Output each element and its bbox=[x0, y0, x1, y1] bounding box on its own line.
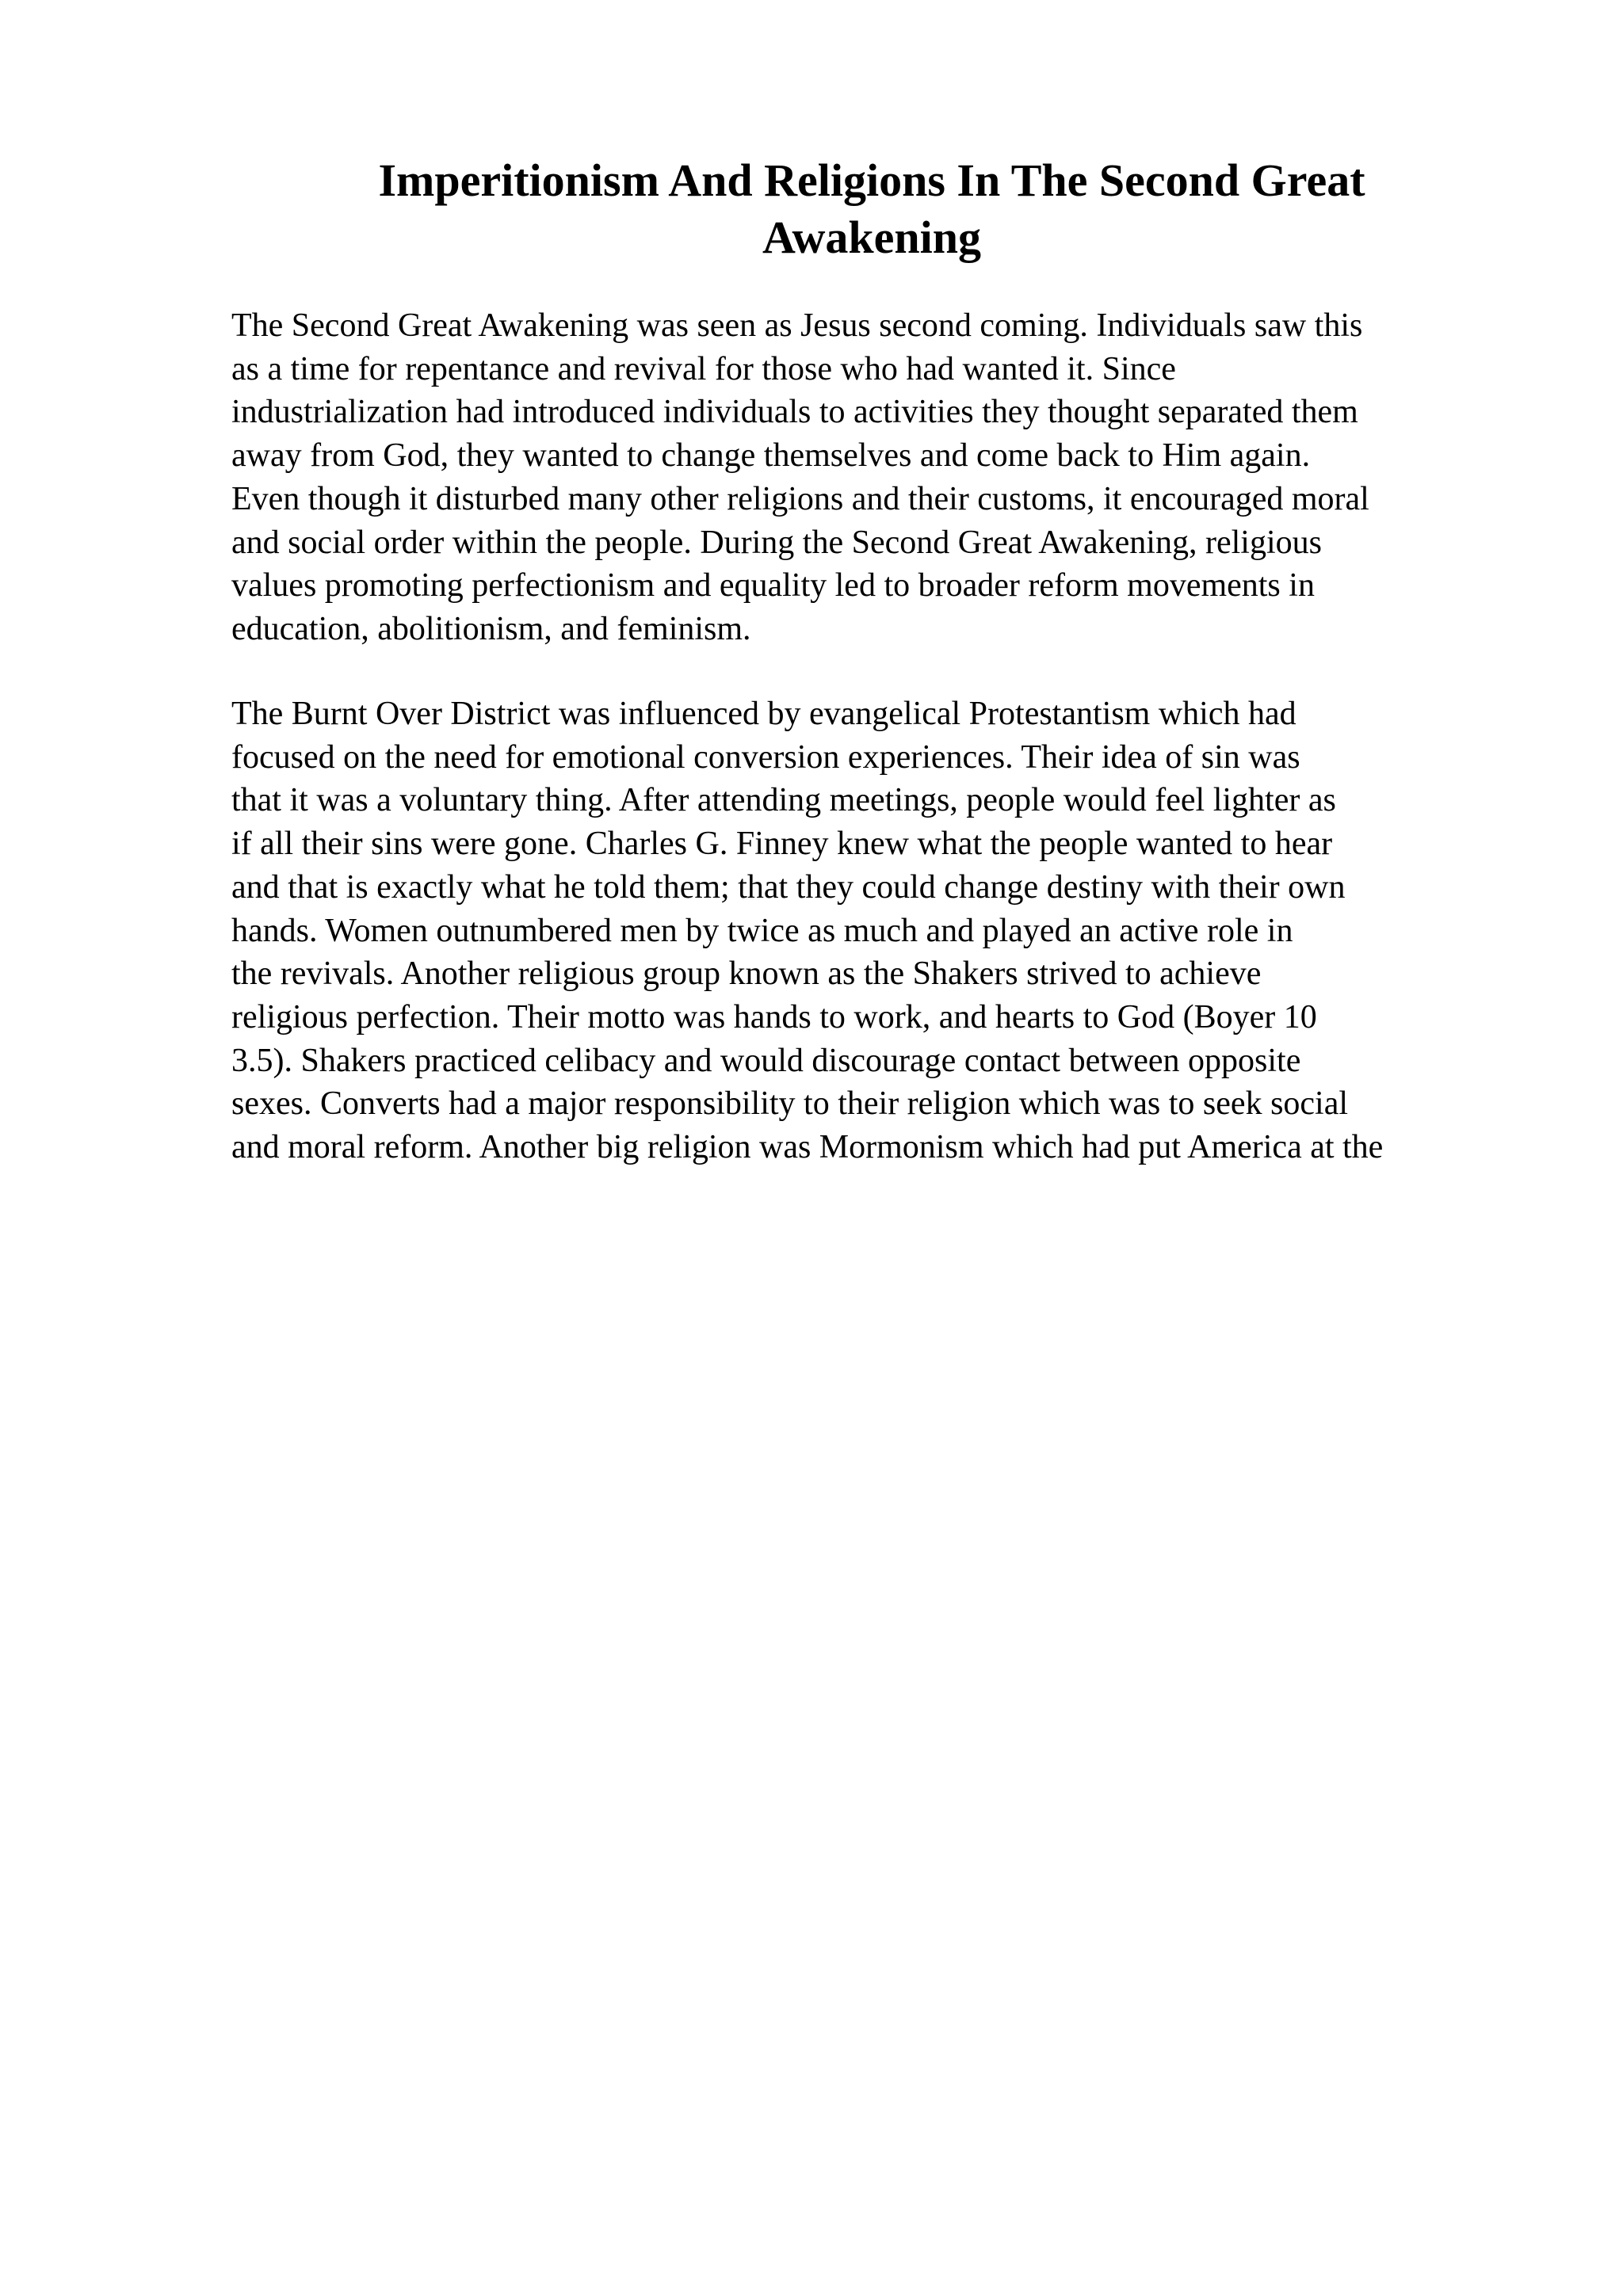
paragraph-burnt-over-district bbox=[231, 692, 1383, 1169]
text-line: and moral reform. Another big religion was Mormonism which had put America at the bbox=[231, 1129, 1384, 1166]
document-title bbox=[230, 152, 1514, 266]
text-line: The Second Great Awakening was seen as Jesus second coming. Individuals saw this bbox=[231, 307, 1363, 344]
text-line: sexes. Converts had a major responsibility to their religion which was to seek social bbox=[231, 1085, 1349, 1123]
text-line: The Burnt Over District was influenced by evangelical Protestantism which had bbox=[231, 696, 1296, 732]
text-line: if all their sins were gone. Charles G. Finney knew what the people wanted to hear bbox=[231, 826, 1333, 863]
text-line: as a time for repentance and revival for those who had wanted it. Since bbox=[231, 350, 1176, 387]
title-line: Awakening bbox=[762, 212, 982, 263]
text-line: and social order within the people. During the Second Great Awakening, religious bbox=[231, 524, 1322, 561]
text-line: education, abolitionism, and feminism. bbox=[231, 610, 751, 647]
title-line: Imperitionism And Religions In The Second Great bbox=[378, 154, 1365, 206]
text-line: that it was a voluntary thing. After attending meetings, people would feel lighter as bbox=[231, 782, 1336, 819]
text-line: hands. Women outnumbered men by twice as much and played an active role in bbox=[231, 912, 1293, 949]
text-line: religious perfection. Their motto was hands to work, and hearts to God (Boyer 10 bbox=[231, 998, 1317, 1035]
text-line: the revivals. Another religious group known as the Shakers strived to achieve bbox=[231, 955, 1262, 993]
text-line: values promoting perfectionism and equality led to broader reform movements in bbox=[231, 567, 1315, 605]
paragraph-intro bbox=[231, 304, 1369, 651]
text-line: and that is exactly what he told them; that they could change destiny with their own bbox=[231, 868, 1346, 906]
text-line: away from God, they wanted to change themselves and come back to Him again. bbox=[231, 437, 1311, 475]
text-line: Even though it disturbed many other religions and their customs, it encouraged moral bbox=[231, 480, 1369, 517]
text-line: 3.5). Shakers practiced celibacy and would discourage contact between opposite bbox=[231, 1042, 1301, 1079]
text-line: industrialization had introduced individuals to activities they thought separated them bbox=[231, 394, 1358, 431]
text-line: focused on the need for emotional conversion experiences. Their idea of sin was bbox=[231, 738, 1300, 776]
